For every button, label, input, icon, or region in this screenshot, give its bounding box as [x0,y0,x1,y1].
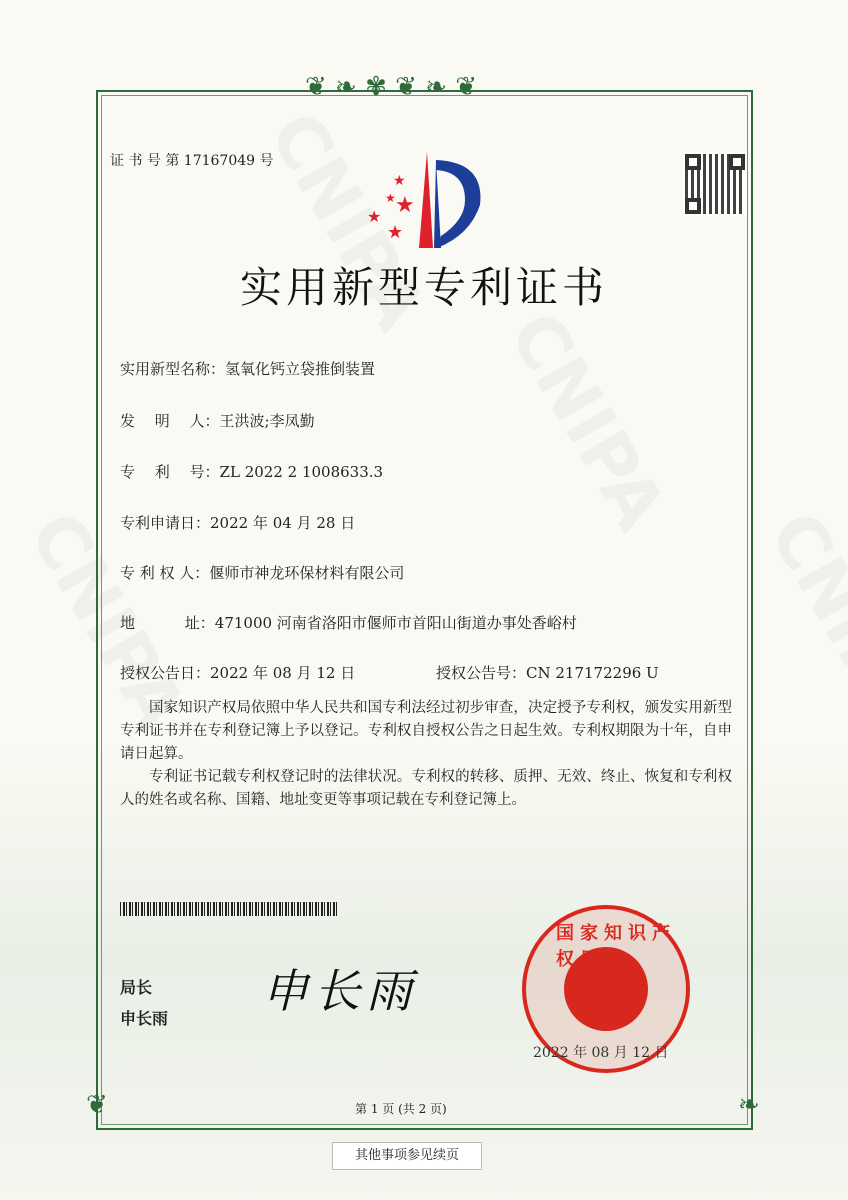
field-value: 2022 年 08 月 12 日 [210,664,356,682]
qr-code [683,152,747,216]
field-utility-model-name [120,358,375,379]
field-value: ZL 2022 2 1008633.3 [219,463,384,481]
field-label: 实用新型名称： [120,360,226,378]
svg-text:★: ★ [387,222,404,243]
field-value: 氢氧化钙立袋推倒装置 [225,360,376,378]
field-label: 地 址： [120,614,215,632]
field-value: 471000 河南省洛阳市偃师市首阳山街道办事处香峪村 [214,614,577,632]
field-label: 专 利 权 人： [120,564,210,582]
field-patentee [120,562,404,583]
ornament-top-icon: ❦ ❧ ✾ ❦ ❧ ❦ [305,72,478,102]
paragraph-legal-status: 专利证书记载专利权登记时的法律状况。专利权的转移、质押、无效、终止、恢复和专利权人的姓名或名称、国籍、地址变更等事项记载在专利登记簿上。 [120,769,732,808]
svg-text:★: ★ [367,207,382,226]
field-label: 授权公告号： [436,664,527,682]
certificate-number: 证 书 号 第 17167049 号 [110,153,274,169]
field-patent-number [120,461,383,482]
certificate-title: 实用新型专利证书 [239,263,608,312]
signature: 申长雨 [262,964,418,1018]
field-label: 发 明 人： [120,412,220,430]
field-application-date [120,512,355,533]
field-inventors [120,410,315,431]
field-announcement-number [436,662,659,683]
signatory-title: 局长 [120,978,153,997]
field-address [120,612,577,633]
seal-date: 2022 年 08 月 12 日 [533,1045,669,1061]
field-label: 授权公告日： [120,664,211,682]
field-value: 偃师市神龙环保材料有限公司 [209,564,405,582]
field-label: 专 利 号： [120,463,220,481]
field-grant-date [120,662,355,683]
continuation-note: 其他事项参见续页 [332,1142,482,1170]
watermark [753,499,848,744]
paragraph-grant: 国家知识产权局依照中华人民共和国专利法经过初步审查，决定授予专利权，颁发实用新型专利证书并在专利登记簿上予以登记。专利权自授权公告之日起生效。专利权期限为十年，自申请日起算。 [120,700,732,762]
signatory-name: 申长雨 [120,1009,169,1028]
seal-text: 国家知识产权局 [556,923,676,970]
svg-text:★: ★ [385,191,396,205]
field-label: 专利申请日： [120,514,211,532]
barcode [120,902,338,916]
ornament-corner-icon: ❧ [738,1090,760,1120]
page-indicator: 第 1 页 (共 2 页) [355,1102,447,1116]
field-value: 2022 年 04 月 28 日 [210,514,356,532]
field-value: 王洪波;李凤勤 [219,412,315,430]
cnipa-logo-icon [365,150,490,250]
svg-text:★: ★ [395,193,415,218]
svg-text:★: ★ [393,173,406,189]
field-value: CN 217172296 U [526,664,659,682]
ornament-corner-icon: ❦ [86,1090,108,1120]
